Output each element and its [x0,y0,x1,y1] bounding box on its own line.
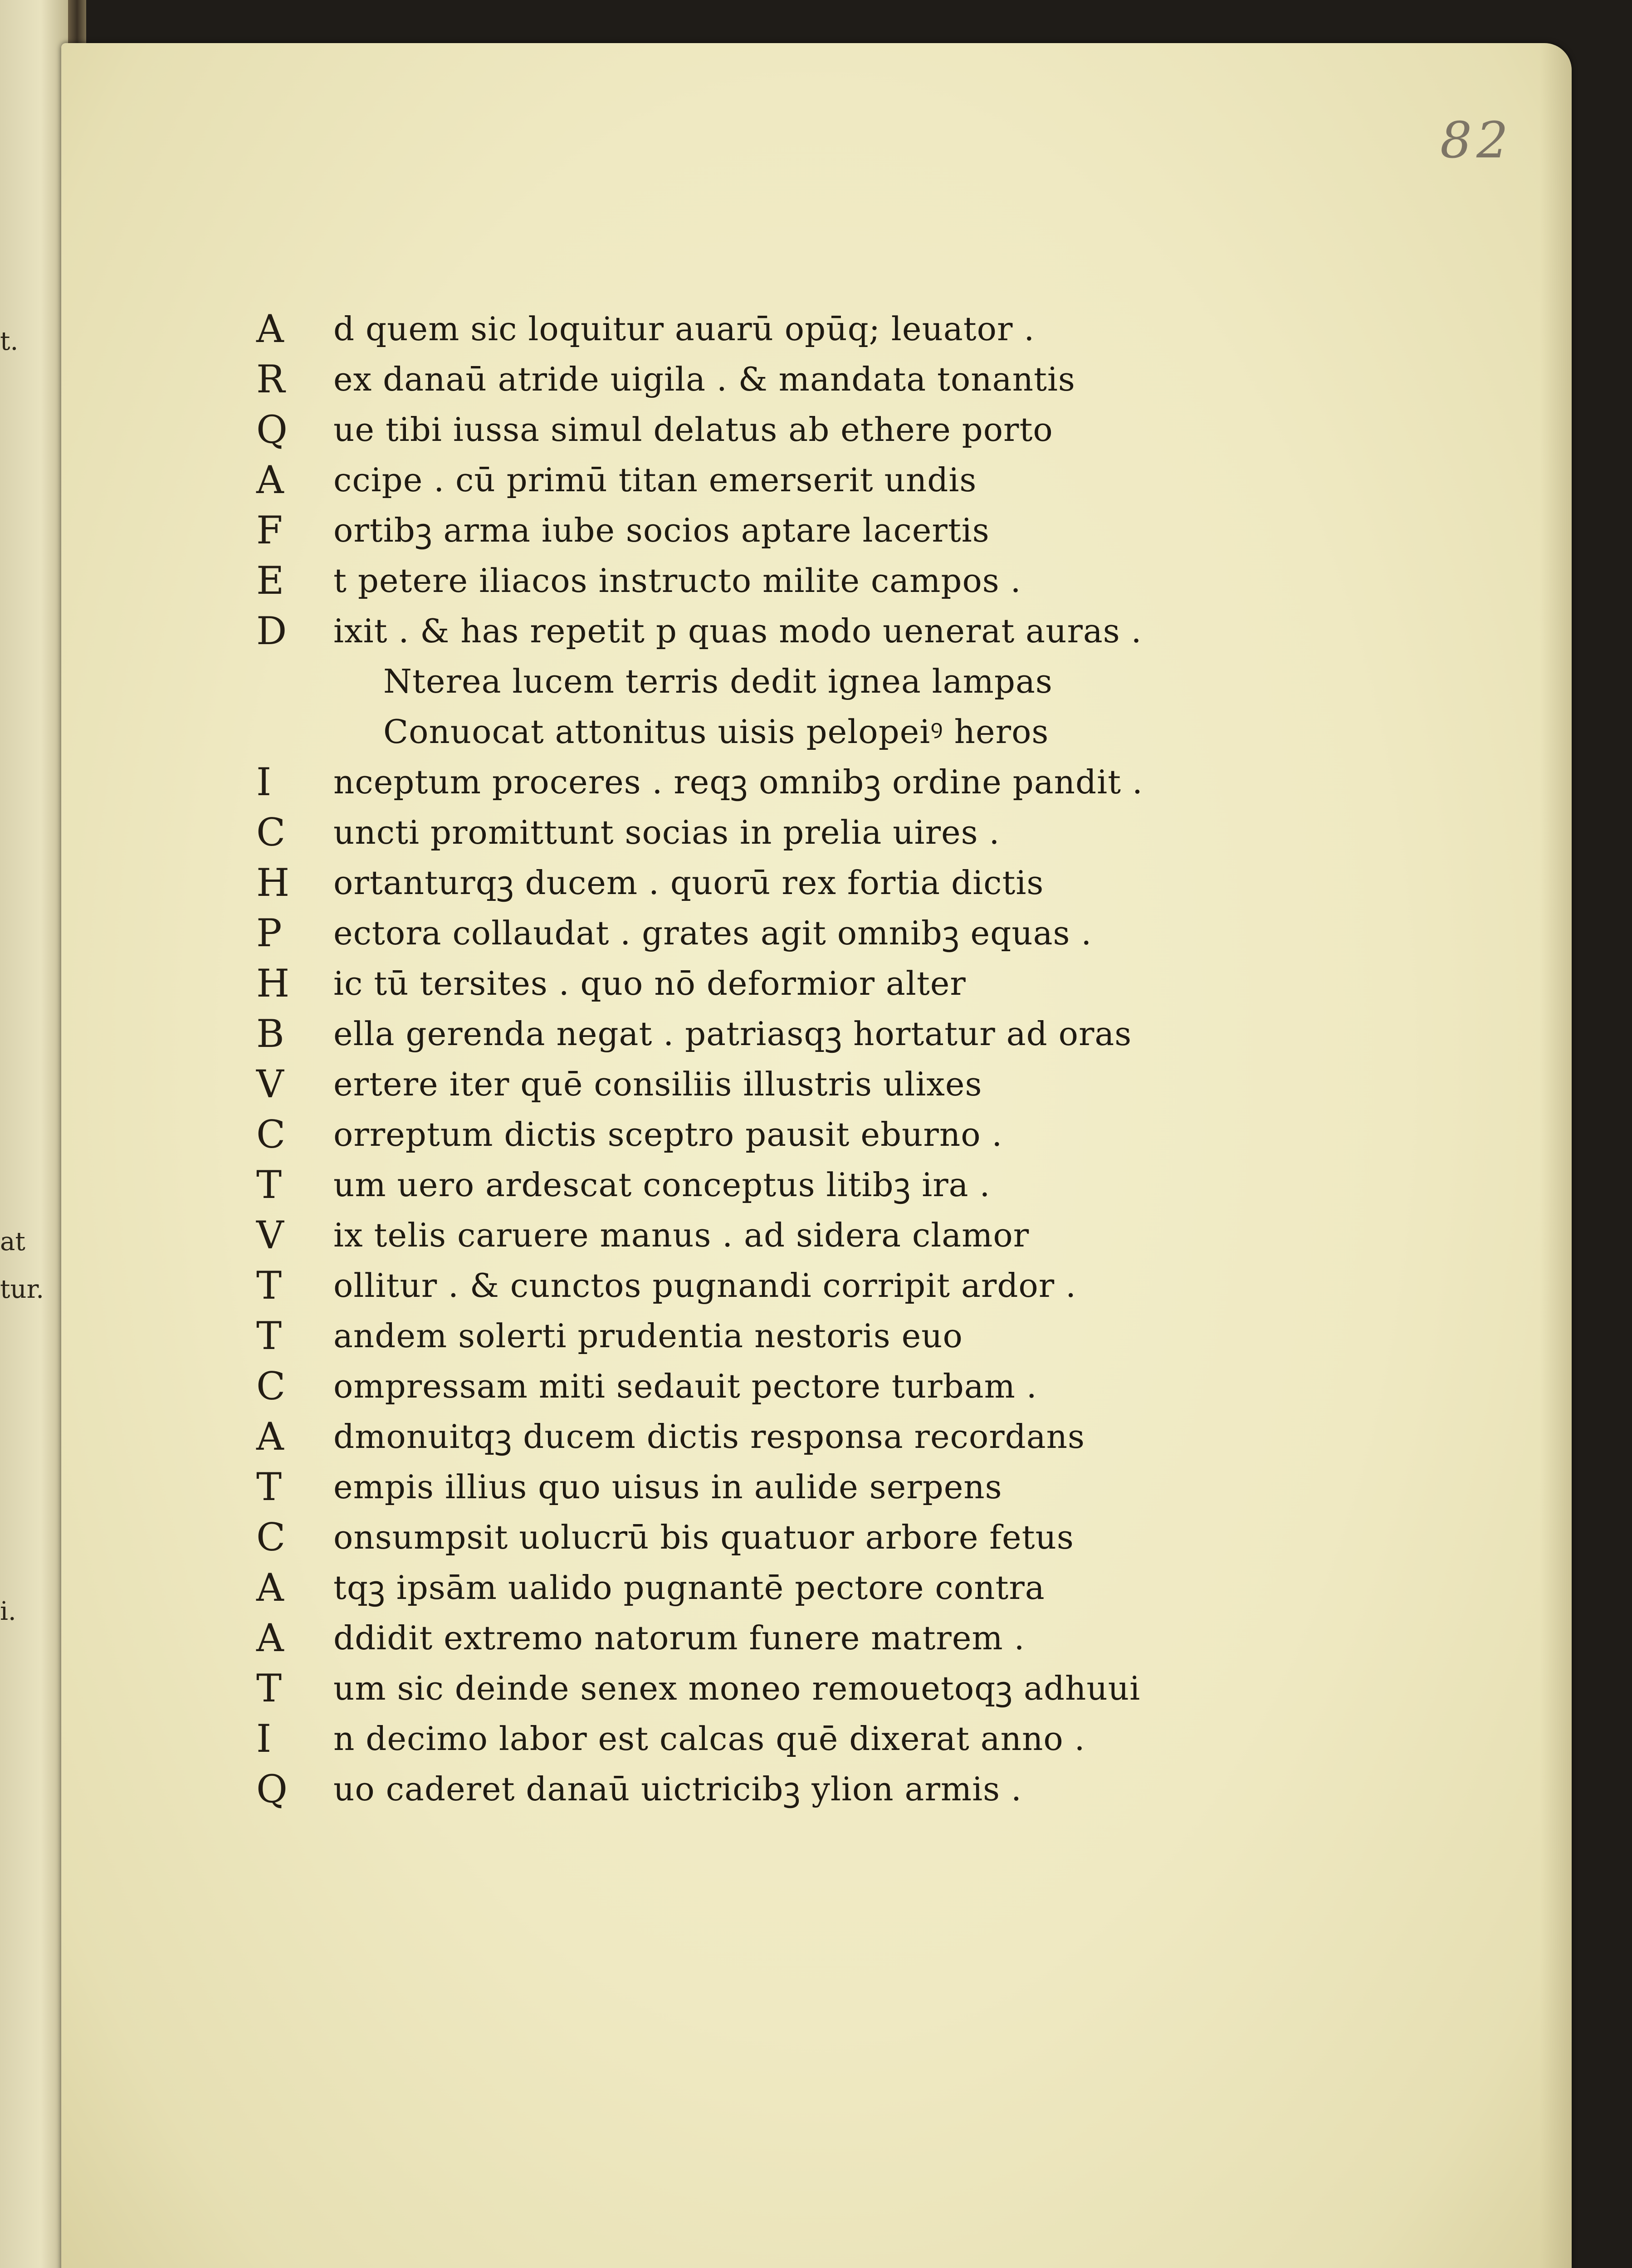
verse-line [256,656,1300,707]
verse-text: ixit . & has repetit p quas modo uenerat auras . [333,612,1142,650]
verse-text: ella gerenda negat . patriasqꝫ hortatur ad oras [333,1015,1132,1053]
verse-line [256,757,1300,807]
verse-text: ompressam miti sedauit pectore turbam . [333,1367,1037,1405]
verse-text: d quem sic loquitur auarū opūq; leuator . [333,310,1035,348]
verse-line [256,606,1300,656]
verse-text: ddidit extremo natorum funere matrem . [333,1619,1025,1657]
page-number: 82 [1440,111,1513,169]
verse-initial: E [256,558,284,603]
margin-fragment: i. [0,1597,16,1626]
verse-line [256,354,1300,405]
verse-text: onsumpsit uolucrū bis quatuor arbore fetus [333,1518,1074,1556]
verse-initial: A [256,1414,284,1459]
margin-fragment: at [0,1227,25,1256]
verse-text: empis illius quo uisus in aulide serpens [333,1468,1002,1506]
verse-line [256,1160,1300,1210]
verse-initial: F [256,508,283,552]
folio-edge-shading [1540,43,1572,2268]
verse-line [256,1462,1300,1512]
verse-text: ollitur . & cunctos pugnandi corripit ardor . [333,1266,1076,1305]
verse-text: n decimo labor est calcas quē dixerat anno . [333,1720,1085,1758]
verse-initial: D [256,609,287,653]
verse-initial: H [256,860,290,905]
verse-line [256,1563,1300,1613]
verse-line [256,1261,1300,1311]
verse-line [256,556,1300,606]
verse-text: t petere iliacos instructo milite campos . [333,562,1021,600]
verse-initial: Q [256,1767,288,1811]
verse-text: orreptum dictis sceptro pausit eburno . [333,1115,1003,1154]
verse-text-block [256,304,1300,1814]
verse-text: Nterea lucem terris dedit ignea lampas [383,662,1053,700]
verse-text: ectora collaudat . grates agit omnibꝫ equas . [333,914,1092,952]
manuscript-folio [61,43,1572,2268]
verse-text: andem solerti prudentia nestoris euo [333,1317,963,1355]
verse-line [256,455,1300,505]
facing-page-edge [0,0,68,2268]
verse-text: ccipe . cū primū titan emerserit undis [333,461,977,499]
verse-line [256,405,1300,455]
margin-fragment: t. [0,327,19,356]
verse-initial: A [256,458,284,502]
verse-initial: A [256,307,284,351]
verse-line [256,1311,1300,1361]
verse-text: um uero ardescat conceptus litibꝫ ira . [333,1166,991,1204]
verse-line [256,1110,1300,1160]
verse-initial: I [256,1716,272,1761]
margin-fragment: tur. [0,1275,44,1304]
verse-line [256,1663,1300,1714]
verse-text: ertere iter quē consiliis illustris ulixes [333,1065,982,1103]
verse-text: ex danaū atride uigila . & mandata tonantis [333,360,1075,398]
verse-initial: P [256,911,282,955]
verse-text: dmonuitqꝫ ducem dictis responsa recordans [333,1418,1085,1456]
verse-initial: T [256,1314,282,1358]
verse-initial: A [256,1565,284,1610]
verse-line [256,505,1300,556]
verse-initial: I [256,760,272,804]
verse-line [256,1512,1300,1563]
verse-line [256,1009,1300,1059]
verse-line [256,1210,1300,1261]
verse-initial: T [256,1666,282,1711]
verse-initial: A [256,1616,284,1660]
verse-text: ortibꝫ arma iube socios aptare lacertis [333,511,990,549]
verse-initial: T [256,1465,282,1509]
verse-initial: C [256,810,286,855]
verse-line [256,858,1300,908]
verse-initial: V [256,1213,284,1257]
verse-line [256,1764,1300,1814]
verse-line [256,304,1300,354]
verse-text: ue tibi iussa simul delatus ab ethere porto [333,411,1053,449]
verse-text: nceptum proceres . reqꝫ omnibꝫ ordine pandit . [333,763,1143,801]
verse-initial: T [256,1263,282,1308]
verse-line [256,1361,1300,1412]
verse-text: ix telis caruere manus . ad sidera clamor [333,1216,1030,1254]
verse-text: ortanturqꝫ ducem . quorū rex fortia dictis [333,864,1044,902]
verse-initial: V [256,1062,284,1106]
verse-text: tqꝫ ipsām ualido pugnantē pectore contra [333,1569,1045,1607]
verse-initial: B [256,1012,284,1056]
verse-initial: Q [256,407,288,452]
verse-initial: C [256,1364,286,1408]
verse-line [256,1714,1300,1764]
verse-text: uncti promittunt socias in prelia uires . [333,813,1000,851]
verse-text: ic tū tersites . quo nō deformior alter [333,964,966,1002]
verse-line [256,958,1300,1009]
verse-line [256,707,1300,757]
verse-line [256,908,1300,958]
verse-initial: C [256,1112,286,1157]
verse-text: Conuocat attonitus uisis pelopeiꝰ heros [383,713,1049,751]
verse-line [256,1059,1300,1110]
verse-initial: H [256,961,290,1006]
verse-text: uo caderet danaū uictricibꝫ ylion armis . [333,1770,1022,1808]
verse-line [256,1412,1300,1462]
verse-initial: C [256,1515,286,1559]
verse-line [256,1613,1300,1663]
verse-initial: R [256,357,285,401]
verse-line [256,807,1300,858]
verse-text: um sic deinde senex moneo remouetoqꝫ adhuui [333,1669,1141,1707]
verse-initial: T [256,1163,282,1207]
